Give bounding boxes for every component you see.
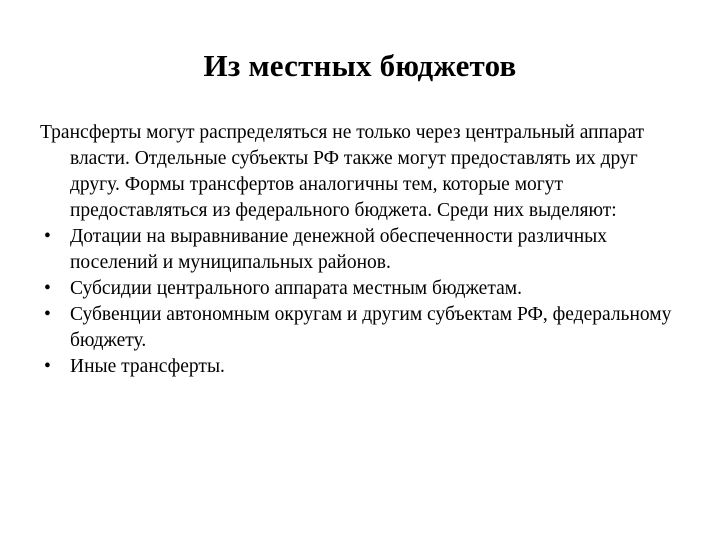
- list-item: [40, 302, 690, 354]
- bullet-icon: •: [44, 226, 51, 247]
- slide-title: Из местных бюджетов: [203, 48, 517, 83]
- bullet-icon: •: [44, 278, 51, 299]
- list-item: [40, 276, 690, 302]
- list-item: [40, 354, 690, 380]
- bullet-icon: •: [44, 304, 51, 325]
- list-item-text: Субсидии центрального аппарата местным бюджетам.: [70, 278, 522, 299]
- intro-paragraph: Трансферты могут распределяться не только через центральный аппарат власти. Отдельные субъекты РФ также могут предоставлять их друг другу. Формы трансфертов аналогичны тем, которые могут предоставляться из федерального бюджета. Среди них выделяют:: [40, 122, 645, 221]
- slide-body: [40, 120, 690, 380]
- list-item-text: Дотации на выравнивание денежной обеспеченности различных поселений и муниципальных районов.: [70, 226, 608, 273]
- bullet-list: [40, 224, 690, 380]
- list-item-text: Иные трансферты.: [70, 356, 225, 377]
- list-item: [40, 224, 690, 276]
- bullet-icon: •: [44, 356, 51, 377]
- list-item-text: Субвенции автономным округам и другим субъектам РФ, федеральному бюджету.: [70, 304, 672, 351]
